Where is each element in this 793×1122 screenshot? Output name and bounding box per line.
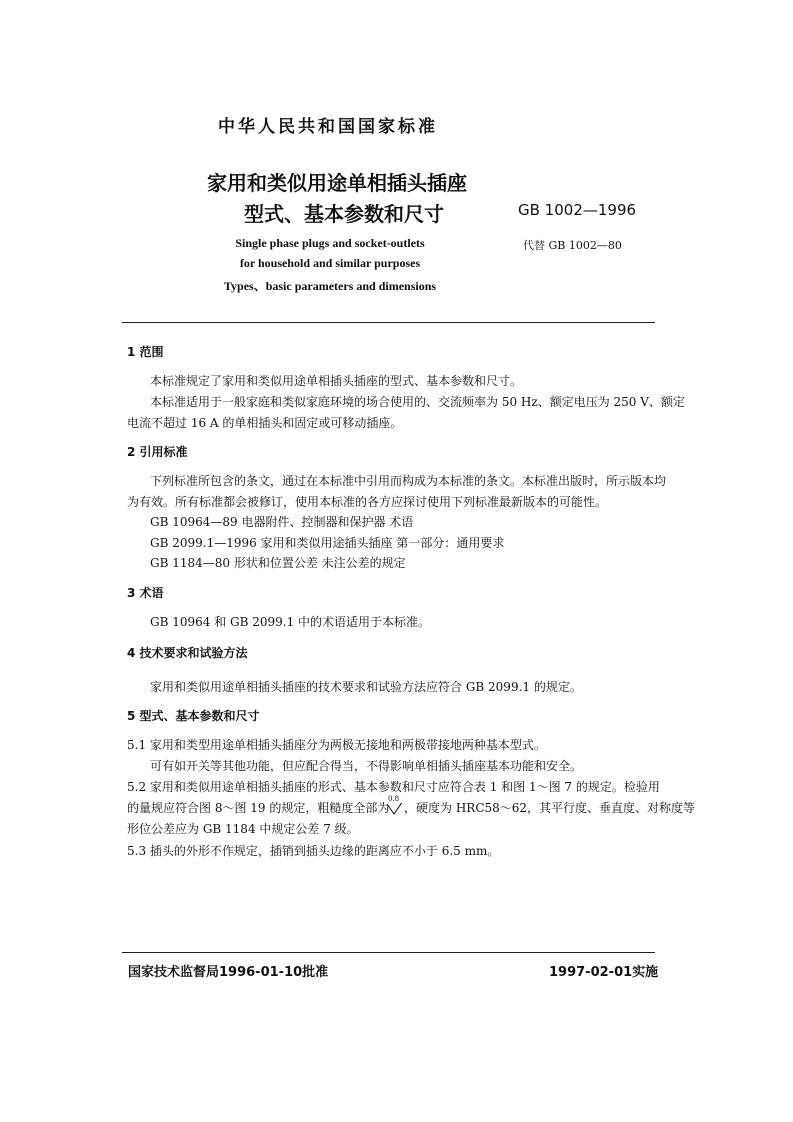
standard-code: GB 1002—1996 [518, 201, 637, 219]
roughness-symbol [386, 795, 404, 815]
section-5-heading: 5 型式、基本参数和尺寸 [127, 709, 260, 723]
footer-divider [122, 952, 655, 953]
paragraph-line: 下列标准所包含的条文，通过在本标准中引用而构成为本标准的条文。本标准出版时，所示版本均 [150, 474, 667, 488]
reference-item: GB 10964—89 电器附件、控制器和保护器 术语 [150, 515, 414, 529]
paragraph-line: 形位公差应为 GB 1184 中规定公差 7 级。 [127, 822, 359, 836]
paragraph-line: 本标准规定了家用和类似用途单相插头插座的型式、基本参数和尺寸。 [150, 374, 523, 388]
english-title-3: Types、basic parameters and dimensions [223, 279, 437, 293]
reference-item: GB 2099.1—1996 家用和类似用途插头插座 第一部分：通用要求 [150, 536, 505, 550]
clause-5-2: 5.2 家用和类似用途单相插头插座的形式、基本参数和尺寸应符合表 1 和图 1～图 7 的规定。检验用 [127, 780, 660, 794]
paragraph-line: 可有如开关等其他功能，但应配合得当，不得影响单相插头插座基本功能和安全。 [150, 759, 583, 773]
effective-date: 1997-02-01实施 [549, 965, 659, 980]
section-1-heading: 1 范围 [127, 345, 164, 359]
section-4-heading: 4 技术要求和试验方法 [127, 646, 248, 660]
approval-date: 国家技术监督局1996-01-10批准 [128, 965, 329, 980]
reference-item: GB 1184—80 形状和位置公差 未注公差的规定 [150, 556, 406, 570]
header-divider [122, 322, 655, 323]
title-line2: 型式、基本参数和尺寸 [244, 202, 444, 226]
paragraph-line: 为有效。所有标准都会被修订，使用本标准的各方应探讨使用下列标准最新版本的可能性。 [127, 495, 608, 509]
section-2-heading: 2 引用标准 [127, 445, 188, 459]
paragraph-line: ，硬度为 HRC58～62，其平行度、垂直度、对称度等 [404, 801, 696, 815]
clause-5-1: 5.1 家用和类型用途单相插头插座分为两极无接地和两极带接地两种基本型式。 [127, 738, 546, 752]
paragraph-line: 本标准适用于一般家庭和类似家庭环境的场合使用的、交流频率为 50 Hz、额定电压为 250 V、额定 [150, 395, 685, 409]
replaces-label: 代替 GB 1002—80 [523, 239, 622, 252]
english-title-1: Single phase plugs and socket-outlets [235, 236, 425, 250]
paragraph-line: 家用和类似用途单相插头插座的技术要求和试验方法应符合 GB 2099.1 的规定。 [150, 680, 582, 694]
section-3-heading: 3 术语 [127, 586, 164, 600]
clause-5-3: 5.3 插头的外形不作规定，插销到插头边缘的距离应不小于 6.5 mm。 [127, 844, 500, 858]
title-line1: 家用和类似用途单相插头插座 [207, 171, 467, 195]
paragraph-line: 的量规应符合图 8～图 19 的规定，粗糙度全部为 [127, 801, 390, 815]
roughness-triangle-icon [386, 803, 404, 815]
national-standard-label: 中华人民共和国国家标准 [218, 117, 438, 137]
roughness-value: 0.8 [388, 795, 400, 803]
english-title-2: for household and similar purposes [239, 256, 421, 270]
paragraph-line: 电流不超过 16 A 的单相插头和固定或可移动插座。 [127, 416, 403, 430]
paragraph-line: GB 10964 和 GB 2099.1 中的术语适用于本标准。 [150, 615, 431, 629]
